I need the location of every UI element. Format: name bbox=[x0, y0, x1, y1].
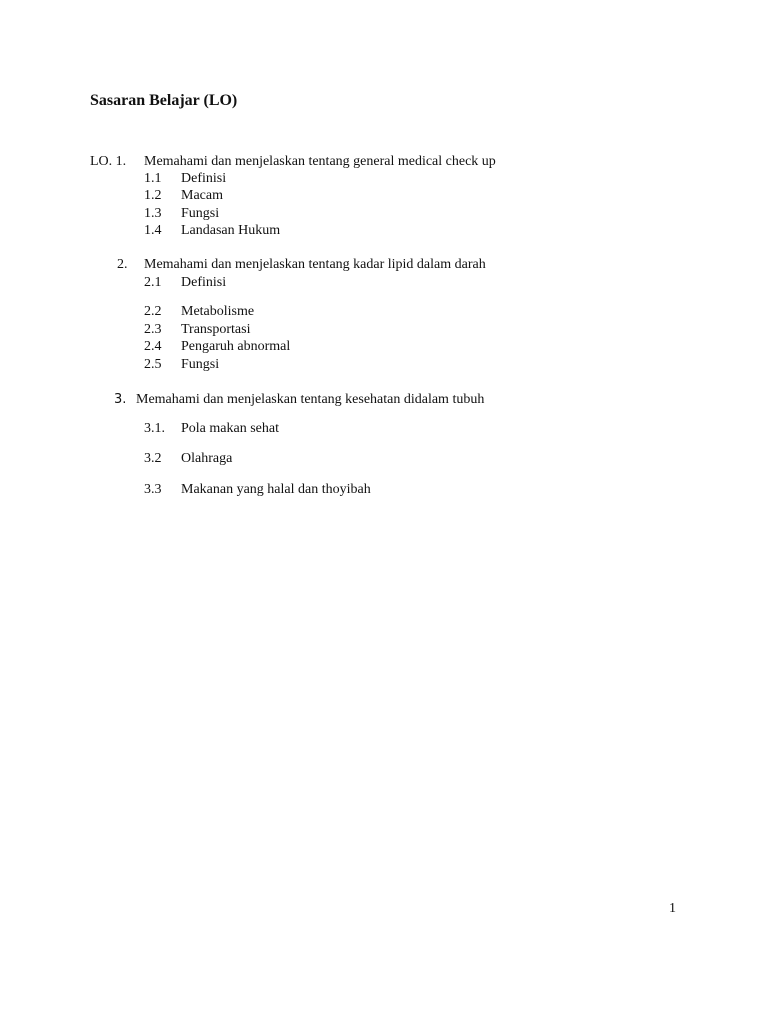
item-2-2-text: Metabolisme bbox=[181, 304, 255, 319]
item-2-3-number: 2.3 bbox=[144, 322, 162, 337]
page-title: Sasaran Belajar (LO) bbox=[90, 92, 238, 109]
item-2-4-text: Pengaruh abnormal bbox=[181, 339, 291, 354]
item-2-5-number: 2.5 bbox=[144, 357, 162, 372]
page-number: 1 bbox=[669, 901, 676, 916]
item-2-4-number: 2.4 bbox=[144, 339, 162, 354]
item-3-3-number: 3.3 bbox=[144, 482, 162, 497]
item-1-1-text: Definisi bbox=[181, 171, 227, 186]
item-2-2-number: 2.2 bbox=[144, 304, 162, 319]
item-1-4-text: Landasan Hukum bbox=[181, 223, 281, 238]
section-1-number: LO. 1. bbox=[90, 154, 127, 169]
item-3-1-number: 3.1. bbox=[144, 421, 165, 436]
item-3-3-text: Makanan yang halal dan thoyibah bbox=[181, 482, 371, 497]
section-3-heading: Memahami dan menjelaskan tentang kesehatan didalam tubuh bbox=[136, 392, 485, 407]
section-2-number: 2. bbox=[117, 257, 128, 272]
item-2-3-text: Transportasi bbox=[181, 322, 251, 337]
item-3-2-number: 3.2 bbox=[144, 451, 162, 466]
section-3-number: 3. bbox=[114, 392, 127, 407]
item-1-3-text: Fungsi bbox=[181, 206, 220, 221]
item-2-1-text: Definisi bbox=[181, 275, 227, 290]
item-3-2-text: Olahraga bbox=[181, 451, 233, 466]
item-2-5-text: Fungsi bbox=[181, 357, 220, 372]
section-1-heading: Memahami dan menjelaskan tentang general medical check up bbox=[144, 154, 496, 169]
item-1-1-number: 1.1 bbox=[144, 171, 162, 186]
item-1-3-number: 1.3 bbox=[144, 206, 162, 221]
item-1-2-text: Macam bbox=[181, 188, 223, 203]
item-1-4-number: 1.4 bbox=[144, 223, 162, 238]
item-1-2-number: 1.2 bbox=[144, 188, 162, 203]
section-2-heading: Memahami dan menjelaskan tentang kadar lipid dalam darah bbox=[144, 257, 486, 272]
item-3-1-text: Pola makan sehat bbox=[181, 421, 279, 436]
item-2-1-number: 2.1 bbox=[144, 275, 162, 290]
